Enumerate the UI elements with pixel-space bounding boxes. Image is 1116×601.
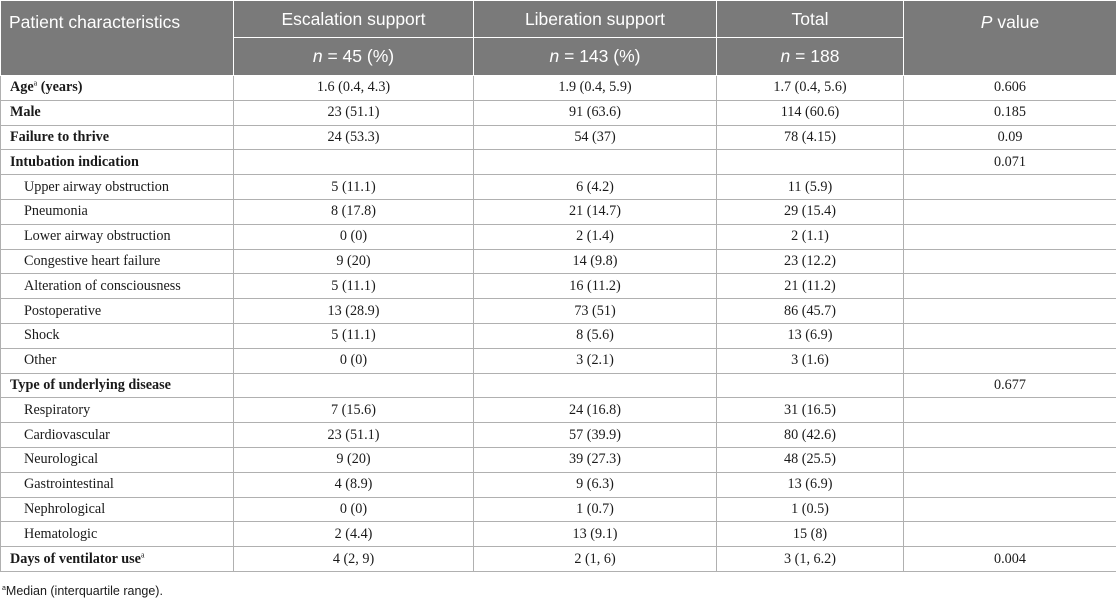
table-row	[1, 224, 1116, 249]
cell-p-value	[904, 497, 1116, 522]
cell-p-value: 0.677	[904, 373, 1116, 398]
cell-total: 3 (1.6)	[717, 348, 904, 373]
cell-p-value: 0.071	[904, 150, 1116, 175]
cell-total: 80 (42.6)	[717, 423, 904, 448]
cell-escalation: 0 (0)	[234, 497, 474, 522]
cell-escalation: 5 (11.1)	[234, 274, 474, 299]
row-label-text: Shock	[24, 327, 60, 344]
cell-escalation: 5 (11.1)	[234, 323, 474, 348]
row-label-text: Intubation indication	[10, 153, 139, 170]
row-label-text: Other	[24, 352, 57, 369]
cell-total: 114 (60.6)	[717, 100, 904, 125]
cell-escalation: 23 (51.1)	[234, 423, 474, 448]
cell-escalation: 0 (0)	[234, 348, 474, 373]
cell-liberation: 8 (5.6)	[474, 323, 717, 348]
table-row	[1, 274, 1116, 299]
cell-p-value	[904, 472, 1116, 497]
cell-total	[717, 373, 904, 398]
row-label	[1, 547, 234, 572]
row-label-text: Respiratory	[24, 401, 91, 418]
footnote-marker: a	[140, 549, 145, 559]
cell-escalation: 4 (2, 9)	[234, 547, 474, 572]
n-total-value: = 188	[790, 46, 840, 66]
cell-liberation: 14 (9.8)	[474, 249, 717, 274]
header-row	[1, 1, 1116, 38]
cell-p-value	[904, 224, 1116, 249]
row-label-text: Days of ventilator use	[10, 550, 141, 567]
row-label-text: Pneumonia	[24, 203, 88, 220]
row-label-text: Congestive heart failure	[24, 252, 161, 269]
cell-liberation: 73 (51)	[474, 299, 717, 324]
row-label	[1, 423, 234, 448]
cell-liberation: 24 (16.8)	[474, 398, 717, 423]
cell-p-value	[904, 348, 1116, 373]
cell-total	[717, 150, 904, 175]
cell-p-value	[904, 447, 1116, 472]
n-italic: n	[780, 46, 791, 66]
row-label	[1, 373, 234, 398]
n-escalation-value: = 45 (%)	[322, 46, 395, 66]
cell-total: 31 (16.5)	[717, 398, 904, 423]
cell-total: 1 (0.5)	[717, 497, 904, 522]
row-label-text: Hematologic	[24, 525, 98, 542]
row-label	[1, 348, 234, 373]
row-label	[1, 76, 234, 101]
cell-escalation: 23 (51.1)	[234, 100, 474, 125]
table-row	[1, 100, 1116, 125]
cell-p-value: 0.606	[904, 76, 1116, 101]
footnote	[2, 584, 163, 598]
row-label-text: Upper airway obstruction	[24, 178, 169, 195]
table-row	[1, 472, 1116, 497]
cell-liberation	[474, 150, 717, 175]
cell-p-value	[904, 175, 1116, 200]
row-label-text: Cardiovascular	[24, 426, 110, 443]
footnote-marker: a	[33, 78, 38, 88]
cell-total: 29 (15.4)	[717, 199, 904, 224]
cell-p-value	[904, 274, 1116, 299]
header-liberation-support: Liberation support	[474, 1, 717, 38]
table-row	[1, 323, 1116, 348]
cell-total: 2 (1.1)	[717, 224, 904, 249]
cell-p-value	[904, 299, 1116, 324]
cell-p-value	[904, 199, 1116, 224]
header-total: Total	[717, 1, 904, 38]
cell-p-value	[904, 323, 1116, 348]
row-label	[1, 522, 234, 547]
header-n-liberation	[474, 38, 717, 76]
table-row	[1, 199, 1116, 224]
header-n-escalation	[234, 38, 474, 76]
row-label	[1, 125, 234, 150]
p-italic: P	[980, 12, 993, 32]
n-liberation-value: = 143 (%)	[559, 46, 641, 66]
cell-liberation: 3 (2.1)	[474, 348, 717, 373]
row-label	[1, 224, 234, 249]
header-p-value	[904, 1, 1116, 76]
cell-total: 78 (4.15)	[717, 125, 904, 150]
footnote-text: Median (interquartile range).	[5, 584, 163, 598]
row-label-text: Type of underlying disease	[10, 376, 171, 393]
footnote-marker: a	[2, 584, 6, 592]
table-row	[1, 497, 1116, 522]
row-label	[1, 497, 234, 522]
row-label-text: Age	[10, 79, 34, 96]
cell-total: 21 (11.2)	[717, 274, 904, 299]
header-patient-characteristics: Patient characteristics	[1, 1, 234, 76]
cell-liberation: 13 (9.1)	[474, 522, 717, 547]
row-label	[1, 100, 234, 125]
row-label-suffix: (years)	[37, 79, 83, 96]
cell-liberation: 16 (11.2)	[474, 274, 717, 299]
cell-liberation: 2 (1, 6)	[474, 547, 717, 572]
row-label-text: Lower airway obstruction	[24, 228, 171, 245]
cell-p-value: 0.09	[904, 125, 1116, 150]
row-label	[1, 398, 234, 423]
cell-liberation: 1.9 (0.4, 5.9)	[474, 76, 717, 101]
cell-escalation: 9 (20)	[234, 249, 474, 274]
cell-total: 11 (5.9)	[717, 175, 904, 200]
cell-total: 1.7 (0.4, 5.6)	[717, 76, 904, 101]
table-row	[1, 547, 1116, 572]
row-label-text: Neurological	[24, 451, 99, 468]
row-label	[1, 323, 234, 348]
cell-liberation: 1 (0.7)	[474, 497, 717, 522]
row-label-text: Postoperative	[24, 302, 102, 319]
table-row	[1, 76, 1116, 101]
cell-escalation: 7 (15.6)	[234, 398, 474, 423]
table-row	[1, 398, 1116, 423]
cell-total: 86 (45.7)	[717, 299, 904, 324]
cell-liberation: 57 (39.9)	[474, 423, 717, 448]
table-row	[1, 249, 1116, 274]
cell-liberation: 21 (14.7)	[474, 199, 717, 224]
header-escalation-support: Escalation support	[234, 1, 474, 38]
cell-liberation: 9 (6.3)	[474, 472, 717, 497]
cell-p-value	[904, 423, 1116, 448]
cell-p-value	[904, 398, 1116, 423]
table-row	[1, 299, 1116, 324]
row-label	[1, 150, 234, 175]
cell-escalation: 4 (8.9)	[234, 472, 474, 497]
row-label	[1, 299, 234, 324]
row-label	[1, 199, 234, 224]
cell-liberation: 54 (37)	[474, 125, 717, 150]
cell-escalation: 9 (20)	[234, 447, 474, 472]
table-row	[1, 125, 1116, 150]
table-row	[1, 348, 1116, 373]
cell-total: 23 (12.2)	[717, 249, 904, 274]
cell-escalation: 24 (53.3)	[234, 125, 474, 150]
row-label-text: Failure to thrive	[10, 128, 110, 145]
row-label-text: Alteration of consciousness	[24, 277, 181, 294]
cell-liberation: 2 (1.4)	[474, 224, 717, 249]
row-label	[1, 274, 234, 299]
cell-liberation	[474, 373, 717, 398]
cell-escalation	[234, 150, 474, 175]
row-label-text: Gastrointestinal	[24, 476, 114, 493]
cell-escalation: 0 (0)	[234, 224, 474, 249]
n-italic: n	[549, 46, 560, 66]
cell-p-value: 0.004	[904, 547, 1116, 572]
row-label	[1, 447, 234, 472]
table-row	[1, 373, 1116, 398]
cell-total: 15 (8)	[717, 522, 904, 547]
row-label-text: Male	[10, 104, 41, 121]
cell-total: 48 (25.5)	[717, 447, 904, 472]
cell-liberation: 6 (4.2)	[474, 175, 717, 200]
table-body	[1, 76, 1116, 572]
cell-escalation: 13 (28.9)	[234, 299, 474, 324]
cell-liberation: 91 (63.6)	[474, 100, 717, 125]
cell-liberation: 39 (27.3)	[474, 447, 717, 472]
cell-p-value: 0.185	[904, 100, 1116, 125]
row-label	[1, 249, 234, 274]
cell-total: 13 (6.9)	[717, 323, 904, 348]
cell-escalation	[234, 373, 474, 398]
table-row	[1, 447, 1116, 472]
cell-escalation: 8 (17.8)	[234, 199, 474, 224]
table-row	[1, 175, 1116, 200]
cell-p-value	[904, 249, 1116, 274]
table-row	[1, 150, 1116, 175]
cell-total: 3 (1, 6.2)	[717, 547, 904, 572]
cell-escalation: 5 (11.1)	[234, 175, 474, 200]
header-n-total	[717, 38, 904, 76]
row-label	[1, 175, 234, 200]
p-value-label: value	[992, 12, 1040, 32]
table-row	[1, 522, 1116, 547]
cell-p-value	[904, 522, 1116, 547]
cell-total: 13 (6.9)	[717, 472, 904, 497]
row-label	[1, 472, 234, 497]
table-row	[1, 423, 1116, 448]
cell-escalation: 1.6 (0.4, 4.3)	[234, 76, 474, 101]
cell-escalation: 2 (4.4)	[234, 522, 474, 547]
row-label-text: Nephrological	[24, 500, 106, 517]
n-italic: n	[312, 46, 323, 66]
